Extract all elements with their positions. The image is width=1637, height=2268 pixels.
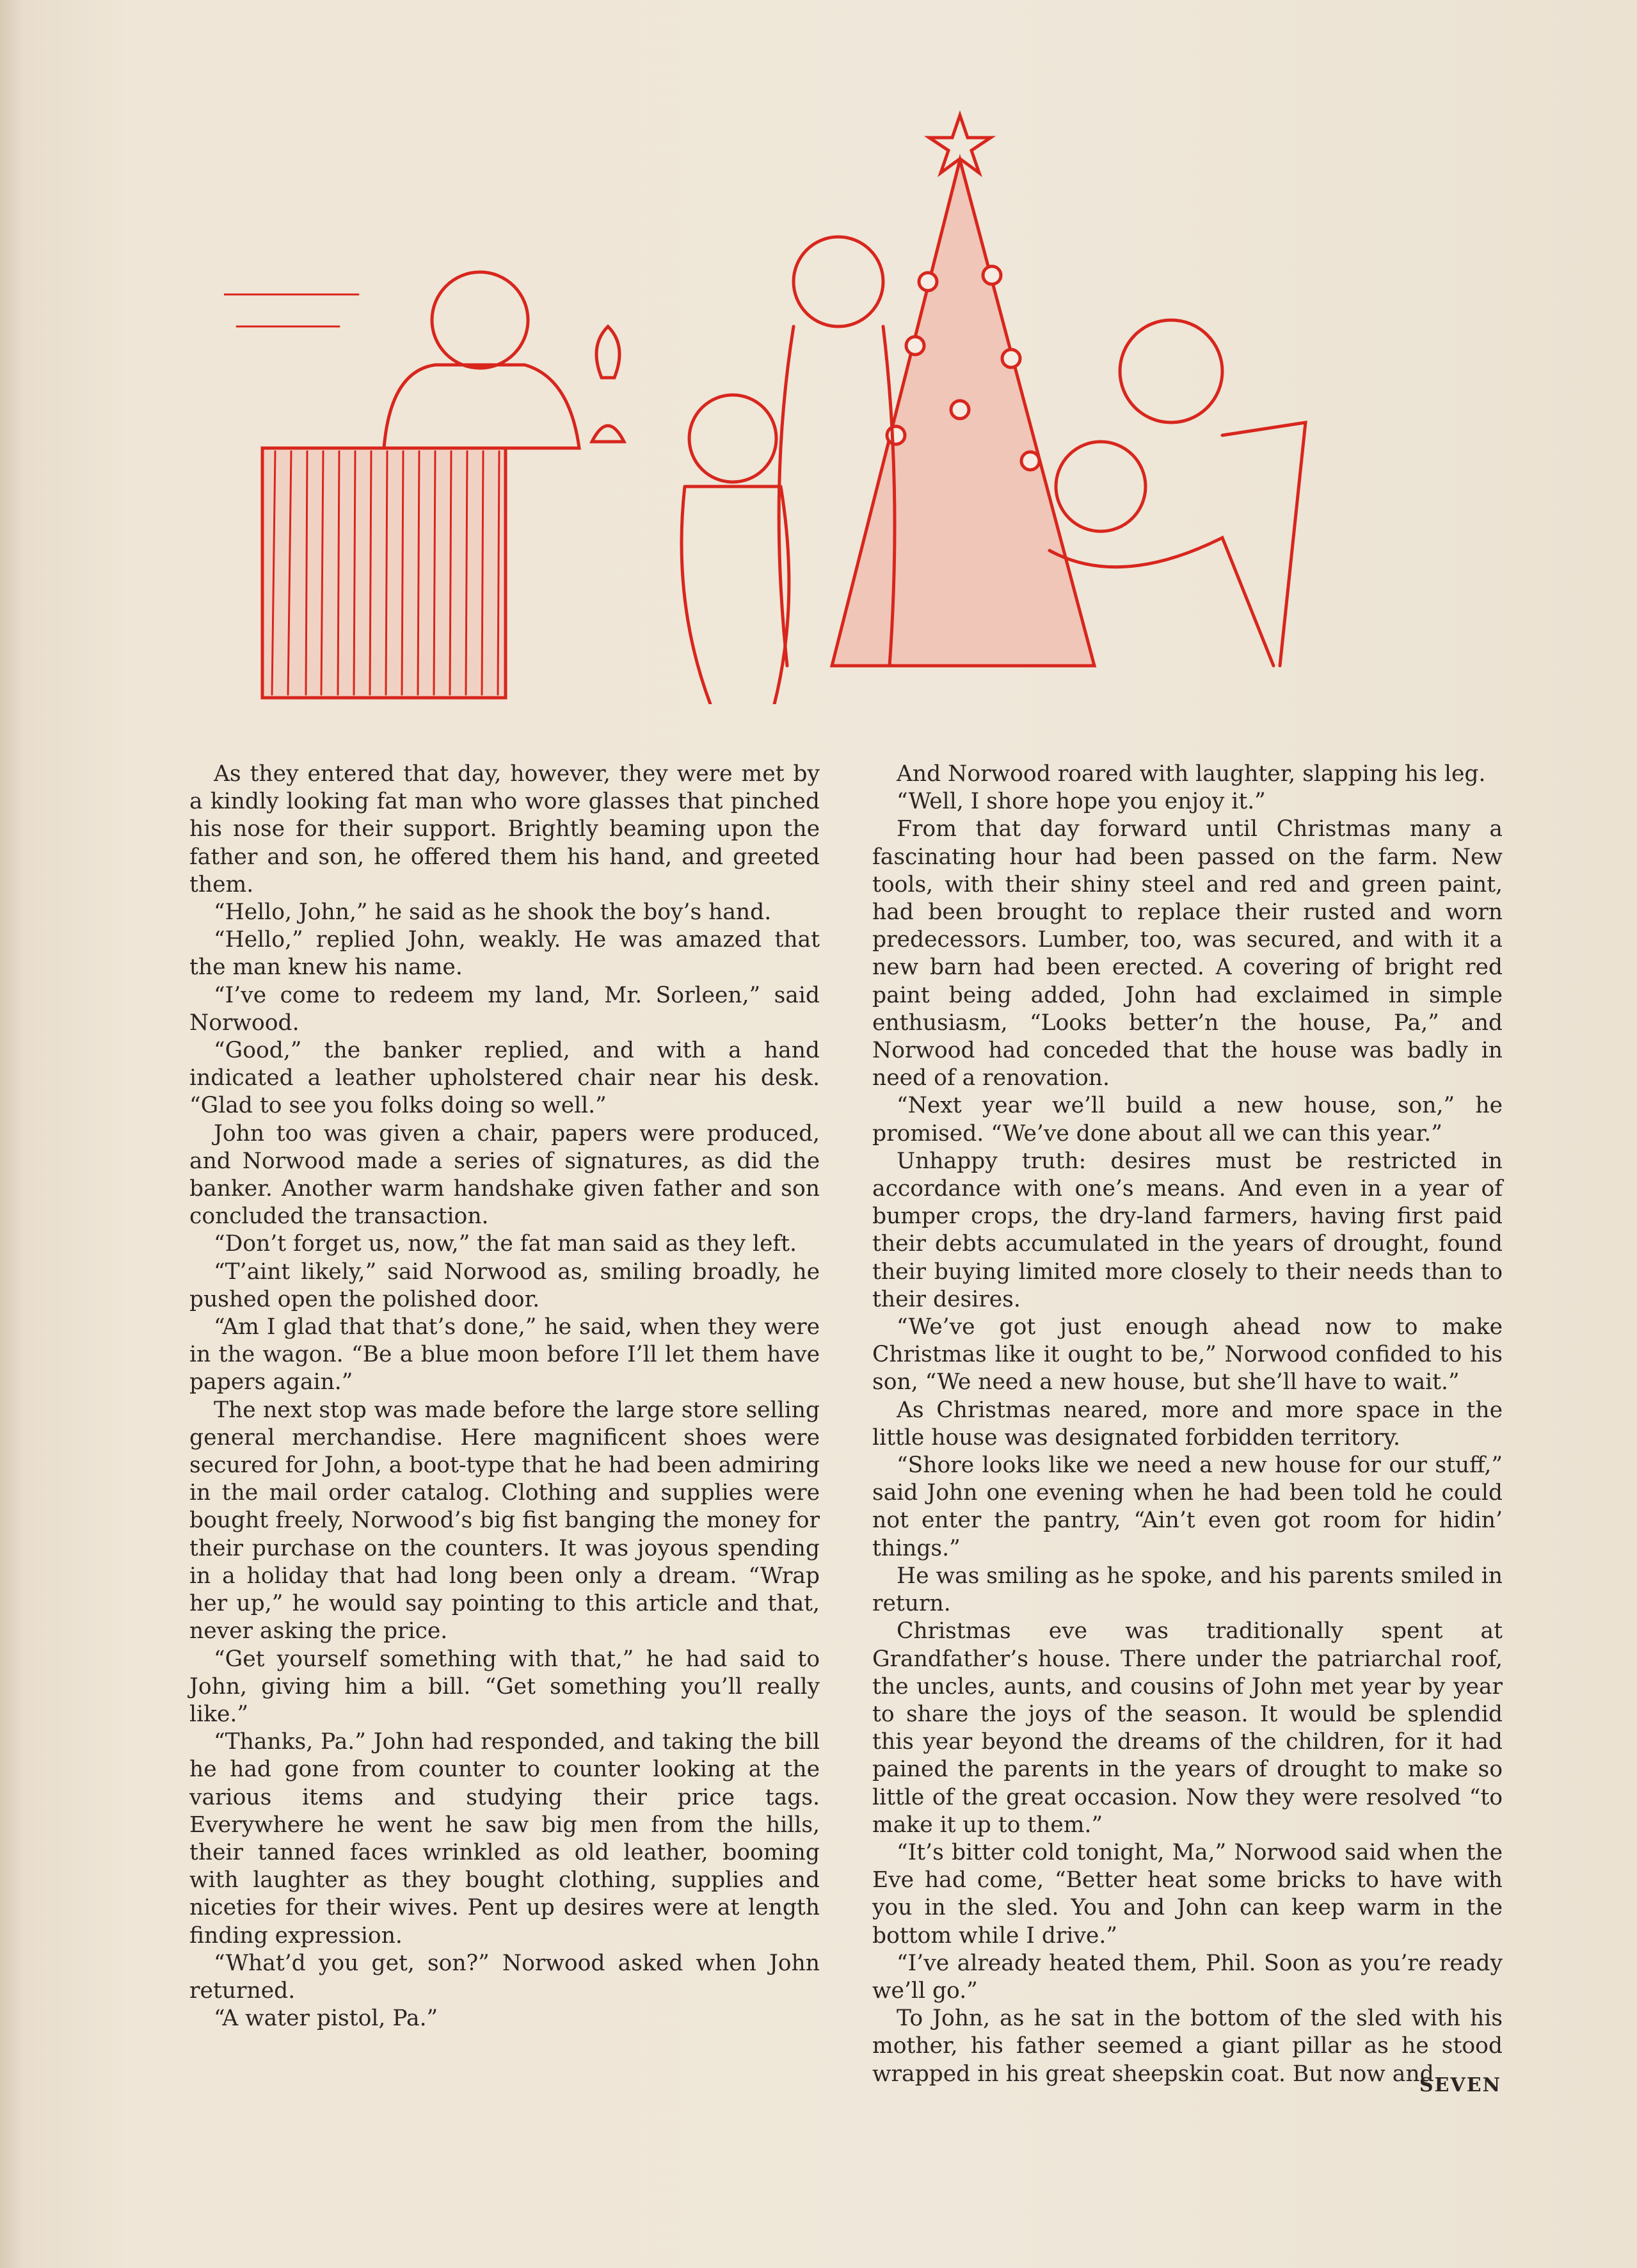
- paragraph: He was smiling as he spoke, and his parents smiled in return.: [872, 1563, 1503, 1617]
- paragraph: “Shore looks like we need a new house for our stuff,” said John one evening when he had been told he could not enter the pantry, “Ain’t even got room for hidin’ things.”: [872, 1452, 1503, 1561]
- paragraph: To John, as he sat in the bottom of the sled with his mother, his father seemed a giant pillar as he stood wrapped in his great sheepskin coat. But now and: [872, 2006, 1503, 2087]
- paragraph: “I’ve come to redeem my land, Mr. Sorleen,” said Norwood.: [189, 982, 820, 1036]
- paragraph: From that day forward until Christmas many a fascinating hour had been passed on the farm. New tools, with their shiny steel and red and green paint, had been brought to replace their rusted and worn predecessors. Lumber, too, was secured, and with it a new barn had been erected. A covering of bright red paint being added, John had exclaimed in simple enthusiasm, “Looks better’n the house, Pa,” and Norwood had conceded that the house was badly in need of a renovation.: [872, 816, 1503, 1091]
- left-column: [189, 760, 820, 2092]
- grandmother-head: [1120, 320, 1222, 422]
- paragraph: “Well, I shore hope you enjoy it.”: [897, 789, 1266, 815]
- paragraph: As they entered that day, however, they were met by a kindly looking fat man who wore glasses that pinched his nose for their support. Brightly beaming upon the father and son, he offered them his hand, and greeted them.: [189, 761, 820, 897]
- paragraph: Unhappy truth: desires must be restricted in accordance with one’s means. And even in a year of bumper crops, the dry-land farmers, having first paid their debts accumulated in the years of drought, found their buying limited more closely to their needs than to their desires.: [872, 1148, 1503, 1312]
- christmas-illustration: [224, 102, 1312, 704]
- paragraph: “Good,” the banker replied, and with a hand indicated a leather upholstered chair near his desk. “Glad to see you folks doing so well.”: [189, 1038, 820, 1119]
- boy-head: [689, 395, 776, 482]
- paragraph: “We’ve got just enough ahead now to make Christmas like it ought to be,” Norwood confided to his son, “We need a new house, but she’ll have to wait.”: [872, 1314, 1503, 1395]
- paragraph: As Christmas neared, more and more space in the little house was designated forbidden territory.: [872, 1397, 1503, 1451]
- paragraph: “Hello,” replied John, weakly. He was amazed that the man knew his name.: [189, 927, 820, 981]
- paragraph: “Get yourself something with that,” he had said to John, giving him a bill. “Get something you’ll really like.”: [189, 1646, 820, 1727]
- page-number: SEVEN: [1419, 2074, 1501, 2096]
- paragraph: “Thanks, Pa.” John had responded, and taking the bill he had gone from counter to counter looking at the various items and studying their price tags. Everywhere he went he saw big men from the hills, their tanned faces wrinkled as old leather, booming with laughter as they bought clothing, supplies and niceties for their wives. Pent up desires were at length finding expression.: [189, 1729, 820, 1949]
- lamp-icon: [592, 326, 624, 442]
- paragraph: “Don’t forget us, now,” the fat man said as they left.: [214, 1231, 797, 1257]
- article-columns: [189, 760, 1503, 2092]
- banker-head: [432, 272, 528, 368]
- paragraph: Christmas eve was traditionally spent at Grandfather’s house. There under the patriarchal roof, the uncles, aunts, and cousins of John met year by year to share the joys of the season. It would be splendid this year beyond the dreams of the children, for it had pained the parents in the years of drought to make so little of the great occasion. Now they were resolved “to make it up to them.”: [872, 1618, 1503, 1838]
- desk-shape: [262, 448, 506, 698]
- paragraph: And Norwood roared with laughter, slapping his leg.: [897, 761, 1486, 787]
- paragraph: “What’d you get, son?” Norwood asked when John returned.: [189, 1950, 820, 2004]
- paragraph: “A water pistol, Pa.”: [214, 2006, 438, 2032]
- chair-back: [1222, 422, 1306, 666]
- banker-body: [384, 365, 579, 448]
- boy-body: [682, 487, 789, 704]
- paragraph: John too was given a chair, papers were produced, and Norwood made a series of signatures, as did the banker. Another warm handshake given father and son concluded the transaction.: [189, 1120, 820, 1230]
- girl-head: [1056, 442, 1146, 531]
- paragraph: “Next year we’ll build a new house, son,” he promised. “We’ve done about all we can this year.”: [872, 1093, 1503, 1146]
- right-column: [872, 760, 1503, 2092]
- paragraph: The next stop was made before the large store selling general merchandise. Here magnificent shoes were secured for John, a boot-type that he had been admiring in the mail order catalog. Clothing and supplies were bought freely, Norwood’s big fist banging the money for their purchase on the counters. It was joyous spending in a holiday that had long been only a dream. “Wrap her up,” he would say pointing to this article and that, never asking the price.: [189, 1397, 820, 1645]
- paragraph: “I’ve already heated them, Phil. Soon as you’re ready we’ll go.”: [872, 1950, 1503, 2004]
- page-edge: [0, 0, 26, 2268]
- woman-head: [794, 237, 883, 326]
- paragraph: “Am I glad that that’s done,” he said, when they were in the wagon. “Be a blue moon before I’ll let them have papers again.”: [189, 1314, 820, 1395]
- paragraph: “Hello, John,” he said as he shook the boy’s hand.: [214, 899, 772, 926]
- paragraph: “T’aint likely,” said Norwood as, smiling broadly, he pushed open the polished door.: [189, 1259, 820, 1312]
- paragraph: “It’s bitter cold tonight, Ma,” Norwood said when the Eve had come, “Better heat some bricks to have with you in the sled. You and John can keep warm in the bottom while I drive.”: [872, 1839, 1503, 1949]
